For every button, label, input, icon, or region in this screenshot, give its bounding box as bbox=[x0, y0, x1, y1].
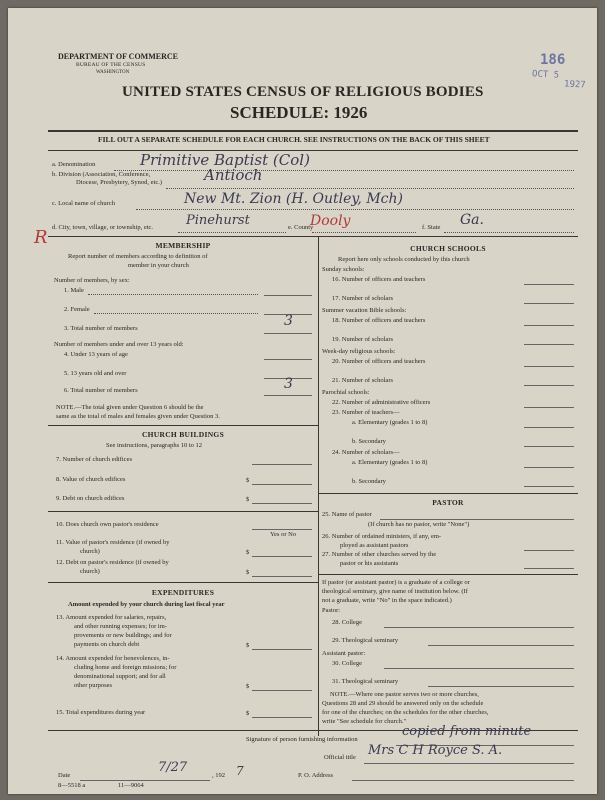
department-label: DEPARTMENT OF COMMERCE bbox=[58, 52, 179, 61]
q8-dollar: $ bbox=[246, 477, 250, 484]
denomination-line bbox=[114, 170, 574, 171]
division-label: b. Division (Association, Conference, bbox=[52, 171, 151, 178]
q3-total: 3. Total number of members bbox=[64, 325, 138, 332]
q18-officers-teachers: 18. Number of officers and teachers bbox=[332, 317, 426, 324]
q12-church: church) bbox=[80, 568, 100, 575]
q30-answer-field[interactable] bbox=[384, 668, 574, 669]
official-title-label: Official title bbox=[324, 754, 356, 761]
q9-answer-field[interactable] bbox=[252, 503, 312, 504]
weekday-schools-label: Week-day religious schools: bbox=[322, 348, 396, 355]
q20-answer-field[interactable] bbox=[524, 366, 574, 367]
q1-answer-field[interactable] bbox=[264, 295, 312, 296]
yes-or-no-hint: Yes or No bbox=[270, 531, 297, 538]
division-line bbox=[166, 188, 574, 189]
q28-college: 28. College bbox=[332, 619, 362, 626]
membership-sub-2: member in your church bbox=[128, 262, 189, 269]
q17-answer-field[interactable] bbox=[524, 303, 574, 304]
q28-answer-field[interactable] bbox=[384, 627, 574, 628]
q25-note: (If church has no pastor, write "None") bbox=[368, 521, 470, 528]
form-title: UNITED STATES CENSUS OF RELIGIOUS BODIES bbox=[122, 84, 484, 100]
q23b-answer-field[interactable] bbox=[524, 446, 574, 447]
q13-line-4: payments on church debt bbox=[74, 641, 140, 648]
sunday-schools-label: Sunday schools: bbox=[322, 266, 365, 273]
membership-note-2: same as the total of males and females given under Question 3. bbox=[56, 413, 220, 420]
date-field[interactable] bbox=[80, 780, 210, 781]
q23a-answer-field[interactable] bbox=[524, 427, 574, 428]
q2-female: 2. Female bbox=[64, 306, 90, 313]
schedule-title: SCHEDULE: 1926 bbox=[230, 103, 368, 122]
po-address-field[interactable] bbox=[352, 780, 574, 781]
members-by-sex-label: Number of members, by sex: bbox=[54, 277, 130, 284]
denomination-value: Primitive Baptist (Col) bbox=[140, 151, 310, 169]
q9-dollar: $ bbox=[246, 496, 250, 503]
q26-line-1: 26. Number of ordained ministers, if any, em- bbox=[322, 533, 442, 540]
q13-line-3: provements or new buildings; and for bbox=[74, 632, 172, 639]
q9-debt-edifices: 9. Debt on church edifices bbox=[56, 495, 125, 502]
q6-total: 6. Total number of members bbox=[64, 387, 138, 394]
q30-college: 30. College bbox=[332, 660, 362, 667]
q29-seminary: 29. Theological seminary bbox=[332, 637, 399, 644]
q15-answer-field[interactable] bbox=[252, 717, 312, 718]
q8-value-edifices: 8. Value of church edifices bbox=[56, 476, 126, 483]
q24b-answer-field[interactable] bbox=[524, 486, 574, 487]
state-label: f. State bbox=[422, 224, 441, 231]
q6-answer-field[interactable] bbox=[264, 395, 312, 396]
pastor-label: Pastor: bbox=[322, 607, 341, 614]
q24a-answer-field[interactable] bbox=[524, 467, 574, 468]
graduate-note-2: theological seminary, give name of institution below. (If bbox=[322, 588, 468, 595]
q14-line-3: denominational support; and for all bbox=[74, 673, 166, 680]
q18-answer-field[interactable] bbox=[524, 325, 574, 326]
division-value: Antioch bbox=[204, 166, 263, 184]
q4-under-13: 4. Under 13 years of age bbox=[64, 351, 128, 358]
q16-answer-field[interactable] bbox=[524, 284, 574, 285]
red-review-mark: R bbox=[34, 227, 48, 248]
instruction-rule bbox=[48, 150, 578, 151]
summer-schools-label: Summer vacation Bible schools: bbox=[322, 307, 407, 314]
graduate-note-1: If pastor (or assistant pastor) is a graduate of a college or bbox=[322, 579, 470, 586]
q26-answer-field[interactable] bbox=[524, 550, 574, 551]
column-divider bbox=[318, 236, 319, 736]
q12-answer-field[interactable] bbox=[252, 576, 312, 577]
q12-dollar: $ bbox=[246, 569, 250, 576]
local-name-value: New Mt. Zion (H. Outley, Mch) bbox=[184, 191, 403, 207]
instruction-line: FILL OUT A SEPARATE SCHEDULE FOR EACH CHURCH. SEE INSTRUCTIONS ON THE BACK OF THIS SHEET bbox=[98, 135, 490, 144]
q4-answer-field[interactable] bbox=[264, 359, 312, 360]
pastor-note-2: Questions 28 and 29 should be answered only on the schedule bbox=[322, 700, 484, 707]
q13-dollar: $ bbox=[246, 642, 250, 649]
parochial-schools-label: Parochial schools: bbox=[322, 389, 370, 396]
q29-answer-field[interactable] bbox=[428, 645, 574, 646]
q10-owns-residence: 10. Does church own pastor's residence bbox=[56, 521, 159, 528]
q7-answer-field[interactable] bbox=[252, 464, 312, 465]
schools-title: CHURCH SCHOOLS bbox=[410, 244, 486, 253]
bureau-label: BUREAU OF THE CENSUS bbox=[76, 62, 146, 68]
received-year-stamp: 1927 bbox=[563, 79, 586, 91]
q14-line-1: 14. Amount expended for benevolences, in- bbox=[56, 655, 170, 662]
assistant-pastor-label: Assistant pastor: bbox=[322, 650, 366, 657]
q15-dollar: $ bbox=[246, 710, 250, 717]
signature-value: copied from minute bbox=[402, 724, 532, 739]
q8-answer-field[interactable] bbox=[252, 484, 312, 485]
q17-scholars: 17. Number of scholars bbox=[332, 295, 394, 302]
q23-teachers: 23. Number of teachers— bbox=[332, 409, 400, 416]
q26-line-2: ployed as assistant pastors bbox=[340, 542, 409, 549]
pastor-title: PASTOR bbox=[432, 498, 464, 507]
local-name-label: c. Local name of church bbox=[52, 200, 115, 207]
q25-pastor-name: 25. Name of pastor bbox=[322, 511, 372, 518]
schools-bottom-rule bbox=[318, 493, 578, 494]
buildings-sub: See instructions, paragraphs 10 to 12 bbox=[106, 442, 203, 449]
q2-leader bbox=[94, 313, 258, 314]
schedule-number: 186 bbox=[540, 52, 566, 68]
q31-answer-field[interactable] bbox=[428, 686, 574, 687]
expenditures-title: EXPENDITURES bbox=[151, 588, 215, 597]
q3-answer-field[interactable] bbox=[264, 333, 312, 334]
state-value: Ga. bbox=[460, 212, 484, 228]
division-label-2: Diocese, Presbytery, Synod, etc.) bbox=[76, 179, 163, 186]
official-title-field[interactable] bbox=[364, 763, 574, 764]
buildings-bottom-rule bbox=[48, 582, 318, 583]
city-value: Pinehurst bbox=[186, 213, 250, 228]
date-value: 7/27 bbox=[158, 760, 188, 775]
q27-line-2: pastor or his assistants bbox=[340, 560, 399, 567]
q13-answer-field[interactable] bbox=[252, 649, 312, 650]
membership-sub-1: Report number of members according to definition of bbox=[68, 253, 208, 260]
q27-line-1: 27. Number of other churches served by the bbox=[322, 551, 437, 558]
q19-answer-field[interactable] bbox=[524, 344, 574, 345]
form-number: 8—5518 a bbox=[58, 782, 86, 789]
q10-answer-field[interactable] bbox=[252, 529, 312, 530]
denomination-label: a. Denomination bbox=[52, 161, 96, 168]
q11-dollar: $ bbox=[246, 549, 250, 556]
membership-title: MEMBERSHIP bbox=[155, 241, 211, 250]
date-label: Date bbox=[58, 772, 71, 779]
q11-church: church) bbox=[80, 548, 100, 555]
pastor-note-1: NOTE.—Where one pastor serves two or more churches, bbox=[330, 691, 479, 698]
print-number: 11—9064 bbox=[118, 782, 144, 789]
q14-answer-field[interactable] bbox=[252, 690, 312, 691]
city-line bbox=[178, 232, 286, 233]
q6-value: 3 bbox=[284, 376, 293, 392]
q15-total-expenditures: 15. Total expenditures during year bbox=[56, 709, 146, 716]
buildings-mid-rule bbox=[48, 511, 318, 512]
county-label: e. County bbox=[288, 224, 314, 231]
q13-line-1: 13. Amount expended for salaries, repairs, bbox=[56, 614, 167, 621]
q1-leader bbox=[88, 294, 258, 295]
q3-value: 3 bbox=[284, 313, 293, 329]
q31-seminary: 31. Theological seminary bbox=[332, 678, 399, 685]
q22-answer-field[interactable] bbox=[524, 407, 574, 408]
census-schedule-sheet bbox=[8, 8, 597, 794]
q22-admin-officers: 22. Number of administrative officers bbox=[332, 399, 431, 406]
signature-label: Signature of person furnishing information bbox=[246, 736, 358, 743]
membership-note-1: NOTE.—The total given under Question 6 should be the bbox=[56, 404, 204, 411]
graduate-note-3: not a graduate, write "No" in the space indicated.) bbox=[322, 597, 452, 604]
q13-line-2: and other running expenses; for im- bbox=[74, 623, 167, 630]
official-title-value: Mrs C H Royce S. A. bbox=[368, 743, 503, 758]
q11-answer-field[interactable] bbox=[252, 556, 312, 557]
q23b-secondary: b. Secondary bbox=[352, 438, 386, 445]
q14-line-4: other purposes bbox=[74, 682, 113, 689]
q25-answer-field[interactable] bbox=[380, 519, 574, 520]
q1-male: 1. Male bbox=[64, 287, 84, 294]
q20-officers-teachers: 20. Number of officers and teachers bbox=[332, 358, 426, 365]
q16-officers-teachers: 16. Number of officers and teachers bbox=[332, 276, 426, 283]
city-label: WASHINGTON bbox=[96, 70, 130, 75]
q21-answer-field[interactable] bbox=[524, 385, 574, 386]
q11-value-residence: 11. Value of pastor's residence (if owned by bbox=[56, 539, 170, 546]
pastor-note-4: write "See schedule for church." bbox=[322, 718, 407, 725]
q7-church-edifices: 7. Number of church edifices bbox=[56, 456, 132, 463]
q14-line-2: cluding home and foreign missions; for bbox=[74, 664, 177, 671]
pastor-mid-rule bbox=[318, 574, 578, 575]
buildings-title: CHURCH BUILDINGS bbox=[141, 430, 225, 439]
expenditures-sub: Amount expended by your church during last fiscal year bbox=[68, 601, 225, 608]
q24-scholars: 24. Number of scholars— bbox=[332, 449, 400, 456]
q27-answer-field[interactable] bbox=[524, 568, 574, 569]
state-line bbox=[444, 232, 574, 233]
q24b-secondary: b. Secondary bbox=[352, 478, 386, 485]
q12-debt-residence: 12. Debt on pastor's residence (if owned by bbox=[56, 559, 169, 566]
q14-dollar: $ bbox=[246, 683, 250, 690]
pastor-note-3: for one of the churches; on the schedules for the other churches, bbox=[322, 709, 489, 716]
city-label: d. City, town, village, or township, etc. bbox=[52, 224, 154, 231]
county-value: Dooly bbox=[310, 213, 351, 229]
local-name-line bbox=[136, 209, 574, 210]
schools-sub: Report here only schools conducted by this church bbox=[338, 256, 470, 263]
top-rule bbox=[48, 130, 578, 132]
q24a-elementary: a. Elementary (grades 1 to 8) bbox=[352, 459, 428, 466]
q5-13-and-over: 5. 13 years old and over bbox=[64, 370, 127, 377]
year-value: 7 bbox=[236, 764, 244, 778]
county-line bbox=[312, 232, 416, 233]
q23a-elementary: a. Elementary (grades 1 to 8) bbox=[352, 419, 428, 426]
received-date-stamp: OCT 5 bbox=[531, 69, 560, 81]
members-under-over-label: Number of members under and over 13 years old: bbox=[54, 341, 184, 348]
q21-scholars: 21. Number of scholars bbox=[332, 377, 394, 384]
po-address-label: P. O. Address bbox=[298, 772, 334, 779]
q19-scholars: 19. Number of scholars bbox=[332, 336, 394, 343]
year-prefix: , 192 bbox=[212, 772, 225, 779]
section-top-rule bbox=[48, 236, 578, 237]
membership-bottom-rule bbox=[48, 425, 318, 426]
